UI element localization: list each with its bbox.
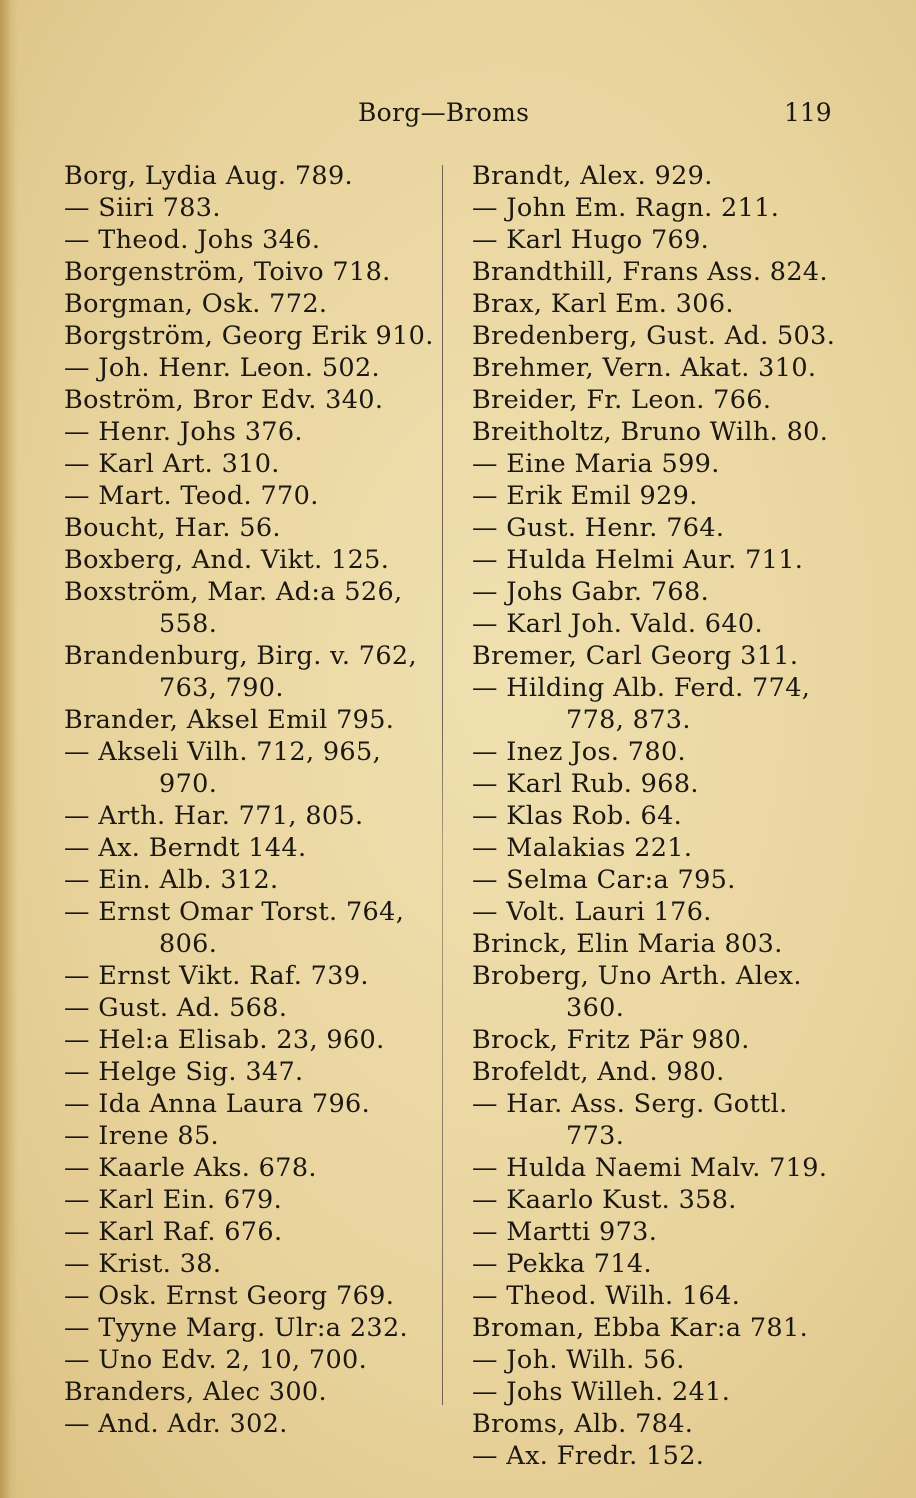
- index-entry: [472, 256, 862, 288]
- index-entry-text: — Karl Rub. 968.: [472, 769, 699, 799]
- index-entry-text: — Ernst Omar Torst. 764,: [64, 897, 405, 927]
- index-entry-text: — Helge Sig. 347.: [64, 1057, 304, 1087]
- index-entry: [64, 864, 436, 896]
- index-entry-text: Brandt, Alex. 929.: [472, 161, 713, 191]
- index-entry: [472, 832, 862, 864]
- index-entry-text: Borg, Lydia Aug. 789.: [64, 161, 353, 191]
- index-entry-text: — Kaarlo Kust. 358.: [472, 1185, 737, 1215]
- index-entry: [472, 960, 862, 1024]
- page-number: 119: [784, 98, 832, 127]
- running-header: [0, 98, 916, 138]
- index-entry-text: — Osk. Ernst Georg 769.: [64, 1281, 395, 1311]
- index-entry: [64, 1056, 436, 1088]
- index-entry: [64, 480, 436, 512]
- index-entry-text: — Hulda Naemi Malv. 719.: [472, 1153, 828, 1183]
- index-entry: [472, 1056, 862, 1088]
- index-entry-continuation: 970.: [159, 769, 218, 799]
- index-entry: [64, 1344, 436, 1376]
- index-entry-continuation: 360.: [566, 993, 625, 1023]
- index-entry: [472, 320, 862, 352]
- index-entry-text: Bredenberg, Gust. Ad. 503.: [472, 321, 836, 351]
- index-entry: [472, 1408, 862, 1440]
- index-entry-text: — Mart. Teod. 770.: [64, 481, 319, 511]
- index-entry: [64, 1120, 436, 1152]
- index-entry-text: — Karl Raf. 676.: [64, 1217, 283, 1247]
- index-entry-text: Brock, Fritz Pär 980.: [472, 1025, 750, 1055]
- header-title: Borg—Broms: [358, 98, 530, 127]
- index-entry-text: — Theod. Johs 346.: [64, 225, 321, 255]
- index-entry-text: Brehmer, Vern. Akat. 310.: [472, 353, 817, 383]
- index-entry-text: — Ax. Berndt 144.: [64, 833, 307, 863]
- index-entry-text: — Henr. Johs 376.: [64, 417, 303, 447]
- index-entry: [64, 320, 436, 352]
- index-entry: [64, 256, 436, 288]
- index-entry: [472, 1280, 862, 1312]
- index-entry-text: — Gust. Ad. 568.: [64, 993, 288, 1023]
- index-entry: [472, 512, 862, 544]
- index-entry: [472, 352, 862, 384]
- index-entry-text: — Ax. Fredr. 152.: [472, 1441, 705, 1471]
- index-entry-continuation: 558.: [159, 609, 218, 639]
- index-entry-text: — Martti 973.: [472, 1217, 658, 1247]
- index-entry: [472, 480, 862, 512]
- index-column-right: [472, 160, 862, 1472]
- index-entry-text: — John Em. Ragn. 211.: [472, 193, 780, 223]
- index-entry-text: — Ernst Vikt. Raf. 739.: [64, 961, 369, 991]
- index-entry-text: — Klas Rob. 64.: [472, 801, 683, 831]
- index-entry-text: — Har. Ass. Serg. Gottl.: [472, 1089, 788, 1119]
- index-entry: [64, 1216, 436, 1248]
- index-entry-text: Brander, Aksel Emil 795.: [64, 705, 395, 735]
- index-entry: [64, 704, 436, 736]
- column-divider: [442, 165, 443, 1405]
- index-entry: [64, 1376, 436, 1408]
- index-entry-text: Boucht, Har. 56.: [64, 513, 281, 543]
- index-entry-text: — Selma Car:a 795.: [472, 865, 736, 895]
- index-entry: [64, 416, 436, 448]
- index-entry-continuation: 806.: [159, 929, 218, 959]
- index-column-left: [64, 160, 436, 1440]
- index-entry-text: Broms, Alb. 784.: [472, 1409, 694, 1439]
- index-entry: [472, 1024, 862, 1056]
- index-entry: [64, 448, 436, 480]
- index-entry: [64, 896, 436, 960]
- index-entry: [472, 1184, 862, 1216]
- index-entry-text: — Uno Edv. 2, 10, 700.: [64, 1345, 368, 1375]
- index-entry: [64, 992, 436, 1024]
- index-entry: [64, 384, 436, 416]
- index-entry-continuation: 763, 790.: [159, 673, 284, 703]
- index-entry-text: — Ida Anna Laura 796.: [64, 1089, 371, 1119]
- index-entry-text: — Eine Maria 599.: [472, 449, 720, 479]
- index-entry-text: — Hel:a Elisab. 23, 960.: [64, 1025, 385, 1055]
- index-entry: [472, 160, 862, 192]
- index-entry: [64, 1248, 436, 1280]
- index-entry-text: — Malakias 221.: [472, 833, 693, 863]
- index-entry: [64, 1280, 436, 1312]
- page-edge-shadow: [0, 0, 18, 1498]
- index-entry-text: Brandthill, Frans Ass. 824.: [472, 257, 828, 287]
- index-entry-text: Boxberg, And. Vikt. 125.: [64, 545, 390, 575]
- index-entry: [472, 192, 862, 224]
- index-entry-text: Bremer, Carl Georg 311.: [472, 641, 799, 671]
- index-entry: [472, 1216, 862, 1248]
- index-entry: [472, 1088, 862, 1152]
- index-entry-text: — Karl Hugo 769.: [472, 225, 710, 255]
- index-entry: [472, 384, 862, 416]
- index-entry: [472, 1312, 862, 1344]
- index-entry: [472, 672, 862, 736]
- index-entry-text: — Erik Emil 929.: [472, 481, 698, 511]
- index-entry-text: — Johs Willeh. 241.: [472, 1377, 731, 1407]
- index-entry-text: — And. Adr. 302.: [64, 1409, 288, 1439]
- index-entry-text: — Theod. Wilh. 164.: [472, 1281, 741, 1311]
- index-entry: [64, 1152, 436, 1184]
- index-entry-text: — Ein. Alb. 312.: [64, 865, 279, 895]
- index-entry-text: — Volt. Lauri 176.: [472, 897, 712, 927]
- index-entry: [472, 1344, 862, 1376]
- index-entry-text: — Hulda Helmi Aur. 711.: [472, 545, 804, 575]
- index-entry: [472, 1376, 862, 1408]
- index-entry: [64, 352, 436, 384]
- index-entry-text: — Joh. Henr. Leon. 502.: [64, 353, 381, 383]
- index-entry-text: — Karl Ein. 679.: [64, 1185, 283, 1215]
- index-entry-text: — Akseli Vilh. 712, 965,: [64, 737, 382, 767]
- index-entry: [472, 864, 862, 896]
- index-entry: [472, 896, 862, 928]
- index-entry-text: — Kaarle Aks. 678.: [64, 1153, 317, 1183]
- index-entry-text: — Joh. Wilh. 56.: [472, 1345, 685, 1375]
- index-entry-text: Broberg, Uno Arth. Alex.: [472, 961, 802, 991]
- index-entry: [64, 640, 436, 704]
- index-entry: [64, 832, 436, 864]
- index-entry: [64, 160, 436, 192]
- index-entry: [64, 224, 436, 256]
- index-entry-text: — Pekka 714.: [472, 1249, 652, 1279]
- index-entry: [472, 768, 862, 800]
- index-entry: [472, 800, 862, 832]
- index-entry: [472, 224, 862, 256]
- index-entry-text: Boxström, Mar. Ad:a 526,: [64, 577, 403, 607]
- index-entry: [472, 416, 862, 448]
- index-entry-continuation: 773.: [566, 1121, 625, 1151]
- index-entry-text: Branders, Alec 300.: [64, 1377, 327, 1407]
- index-entry: [64, 960, 436, 992]
- index-entry: [472, 640, 862, 672]
- index-entry-text: Brinck, Elin Maria 803.: [472, 929, 783, 959]
- index-entry-text: — Karl Art. 310.: [64, 449, 280, 479]
- index-entry-text: — Siiri 783.: [64, 193, 221, 223]
- index-entry: [64, 192, 436, 224]
- index-entry-text: Borgenström, Toivo 718.: [64, 257, 391, 287]
- index-entry: [472, 736, 862, 768]
- index-entry-text: — Arth. Har. 771, 805.: [64, 801, 364, 831]
- index-entry-text: Borgman, Osk. 772.: [64, 289, 328, 319]
- index-entry: [64, 512, 436, 544]
- index-entry: [472, 544, 862, 576]
- index-entry: [64, 288, 436, 320]
- index-entry: [64, 576, 436, 640]
- index-entry-text: — Johs Gabr. 768.: [472, 577, 710, 607]
- index-entry-continuation: 778, 873.: [566, 705, 691, 735]
- index-entry-text: Brax, Karl Em. 306.: [472, 289, 734, 319]
- index-entry-text: Broman, Ebba Kar:a 781.: [472, 1313, 809, 1343]
- index-entry: [64, 800, 436, 832]
- index-entry: [472, 1152, 862, 1184]
- index-entry: [64, 544, 436, 576]
- index-entry-text: Borgström, Georg Erik 910.: [64, 321, 434, 351]
- index-entry: [472, 608, 862, 640]
- index-entry: [472, 576, 862, 608]
- index-entry-text: Brandenburg, Birg. v. 762,: [64, 641, 417, 671]
- index-entry-text: Breider, Fr. Leon. 766.: [472, 385, 772, 415]
- index-entry-text: — Hilding Alb. Ferd. 774,: [472, 673, 811, 703]
- index-entry: [64, 1088, 436, 1120]
- index-entry: [472, 1248, 862, 1280]
- index-entry: [64, 1408, 436, 1440]
- index-entry: [64, 1312, 436, 1344]
- index-entry: [64, 1184, 436, 1216]
- index-entry: [472, 448, 862, 480]
- index-entry-text: — Inez Jos. 780.: [472, 737, 686, 767]
- index-entry: [472, 1440, 862, 1472]
- index-entry: [472, 288, 862, 320]
- index-entry: [64, 1024, 436, 1056]
- index-entry: [64, 736, 436, 800]
- index-entry-text: Boström, Bror Edv. 340.: [64, 385, 384, 415]
- index-entry-text: Brofeldt, And. 980.: [472, 1057, 725, 1087]
- index-entry-text: — Gust. Henr. 764.: [472, 513, 725, 543]
- index-entry-text: — Tyyne Marg. Ulr:a 232.: [64, 1313, 408, 1343]
- index-entry-text: — Irene 85.: [64, 1121, 219, 1151]
- index-entry: [472, 928, 862, 960]
- index-entry-text: Breitholtz, Bruno Wilh. 80.: [472, 417, 829, 447]
- index-entry-text: — Krist. 38.: [64, 1249, 222, 1279]
- index-entry-text: — Karl Joh. Vald. 640.: [472, 609, 763, 639]
